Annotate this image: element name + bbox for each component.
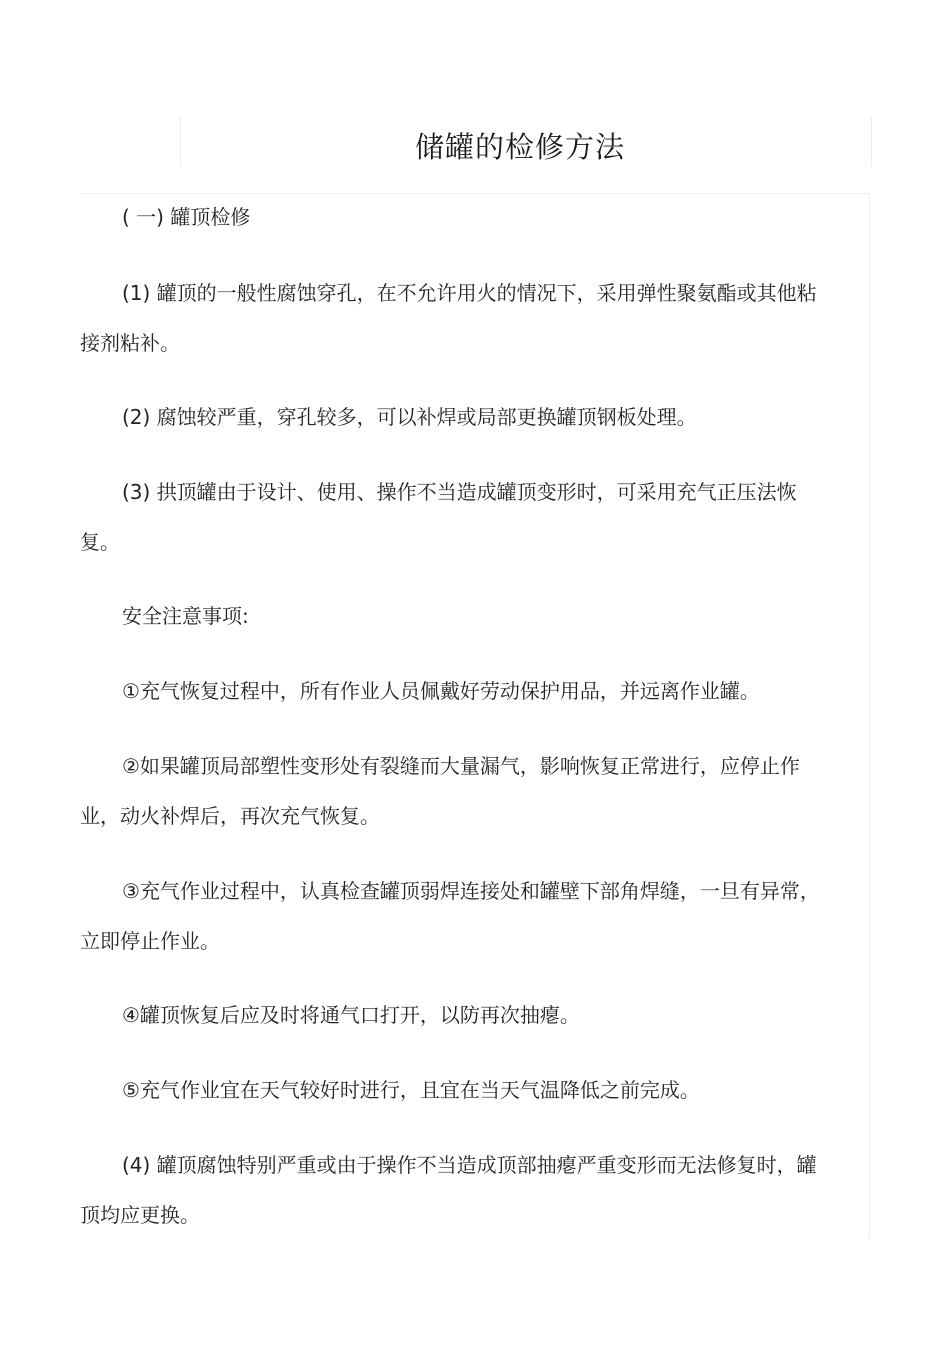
safety-item-4: ④罐顶恢复后应及时将通气口打开，以防再次抽瘪。 [122,1003,580,1027]
safety-heading: 安全注意事项: [122,604,249,628]
paragraph-4: (4) 罐顶腐蚀特别严重或由于操作不当造成顶部抽瘪严重变形而无法修复时，罐顶均应更换。 [80,1153,817,1227]
paragraph-3: (3) 拱顶罐由于设计、使用、操作不当造成罐顶变形时，可采用充气正压法恢复。 [80,480,797,554]
safety-item-2: ②如果罐顶局部塑性变形处有裂缝而大量漏气，影响恢复正常进行，应停止作业，动火补焊后，再次充气恢复。 [80,754,800,828]
paragraph-2: (2) 腐蚀较严重，穿孔较多，可以补焊或局部更换罐顶钢板处理。 [122,405,697,429]
paragraph-1: (1) 罐顶的一般性腐蚀穿孔，在不允许用火的情况下，采用弹性聚氨酯或其他粘接剂粘补。 [80,281,817,355]
safety-item-1: ①充气恢复过程中，所有作业人员佩戴好劳动保护用品，并远离作业罐。 [122,679,760,703]
divider-right [869,193,870,1238]
section-heading: ( 一) 罐顶检修 [122,205,251,229]
page-title: 储罐的检修方法 [414,130,625,164]
safety-item-5: ⑤充气作业宜在天气较好时进行，且宜在当天气温降低之前完成。 [122,1078,700,1102]
safety-item-3: ③充气作业过程中，认真检查罐顶弱焊连接处和罐壁下部角焊缝，一旦有异常，立即停止作业。 [80,879,820,953]
